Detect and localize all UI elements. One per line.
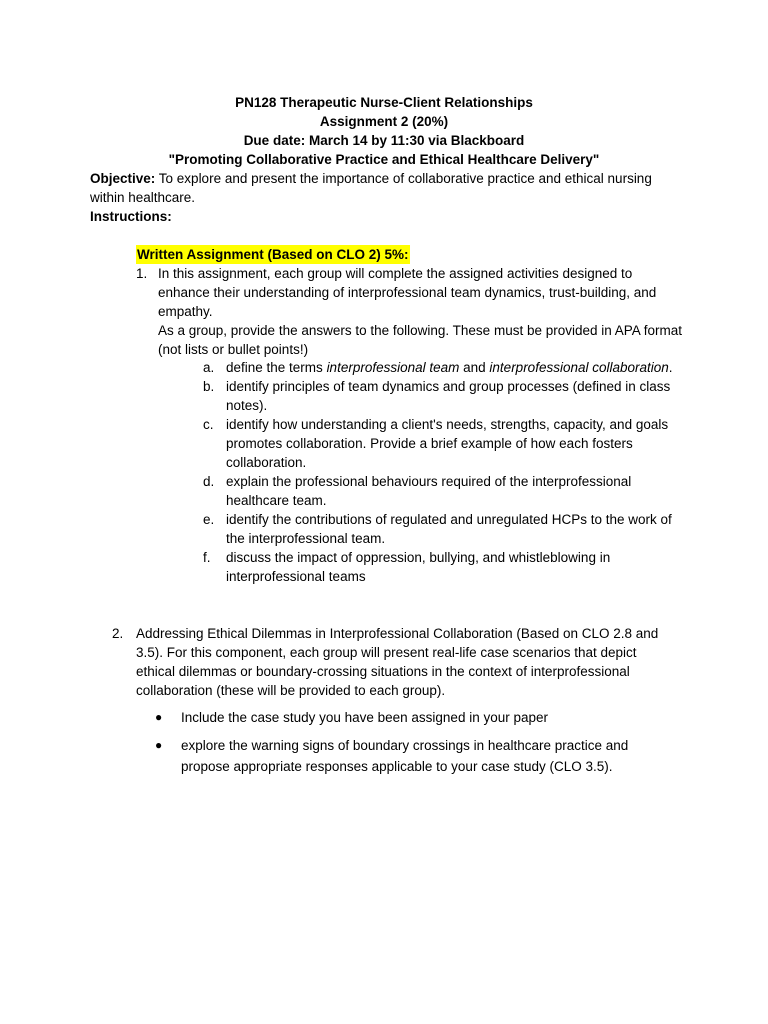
sub-item-f [203, 548, 683, 586]
sub-letter: b. [203, 379, 215, 394]
sub-letter: e. [203, 512, 215, 527]
due-date: Due date: March 14 by 11:30 via Blackboard [243, 133, 525, 148]
sub-item-e [203, 510, 683, 548]
list-number: 2. [112, 626, 124, 641]
objective-label: Objective: [90, 171, 156, 186]
bullet-list [155, 707, 655, 784]
sub-text: identify principles of team dynamics and group processes (defined in class notes). [226, 379, 671, 413]
sub-italic-term: interprofessional team [326, 360, 460, 375]
sub-italic-term: interprofessional collaboration [489, 360, 669, 375]
sub-letter: f. [203, 550, 211, 565]
bullet-text: Include the case study you have been assigned in your paper [181, 710, 548, 725]
item1-instructions: As a group, provide the answers to the following. These must be provided in APA format (not lists or bullet points!) [158, 323, 683, 357]
bullet-text: explore the warning signs of boundary crossings in healthcare practice and propose appropriate responses applicable to your case study (CLO 3.5). [181, 738, 629, 774]
item2-description: Addressing Ethical Dilemmas in Interprofessional Collaboration (Based on CLO 2.8 and 3.5). For this component, each group will present real-life case scenarios that depict ethical dilemmas or boundary-crossing situations in the context of interprofessional collaboration (these will be provided to each group). [136, 626, 659, 698]
bullet-item [155, 735, 655, 777]
sub-text: identify the contributions of regulated and unregulated HCPs to the work of the interprofessional team. [226, 512, 672, 546]
sub-item-c [203, 415, 683, 472]
item1-description: In this assignment, each group will complete the assigned activities designed to enhance their understanding of interprofessional team dynamics, trust-building, and empathy. [158, 266, 657, 319]
sub-text: . [668, 360, 673, 375]
sub-letter: d. [203, 474, 215, 489]
sub-letter: c. [203, 417, 214, 432]
sub-letter: a. [203, 360, 215, 375]
document-header [0, 93, 768, 169]
list-number: 1. [136, 266, 148, 281]
sub-text: and [459, 360, 490, 375]
sub-item-d [203, 472, 683, 510]
course-title: PN128 Therapeutic Nurse-Client Relationships [235, 95, 533, 110]
sub-text: identify how understanding a client's needs, strengths, capacity, and goals promotes collaboration. Provide a brief example of how each fosters collaboration. [226, 417, 669, 470]
sub-text: discuss the impact of oppression, bullying, and whistleblowing in interprofessional teams [226, 550, 611, 584]
objective-paragraph [90, 169, 690, 207]
bullet-item [155, 707, 655, 728]
sub-item-b [203, 377, 683, 415]
written-assignment-heading: Written Assignment (Based on CLO 2) 5%: [137, 247, 409, 262]
assignment-theme: "Promoting Collaborative Practice and Ethical Healthcare Delivery" [168, 152, 600, 167]
sub-text: explain the professional behaviours required of the interprofessional healthcare team. [226, 474, 632, 508]
sub-text: define the terms [226, 360, 327, 375]
sub-list [203, 358, 683, 586]
assignment-title: Assignment 2 (20%) [319, 114, 449, 129]
bullet-icon: ● [155, 738, 163, 752]
instructions-label: Instructions: [90, 209, 172, 224]
sub-item-a [203, 358, 683, 377]
objective-text: To explore and present the importance of collaborative practice and ethical nursing within healthcare. [90, 171, 652, 205]
bullet-icon: ● [155, 710, 163, 724]
